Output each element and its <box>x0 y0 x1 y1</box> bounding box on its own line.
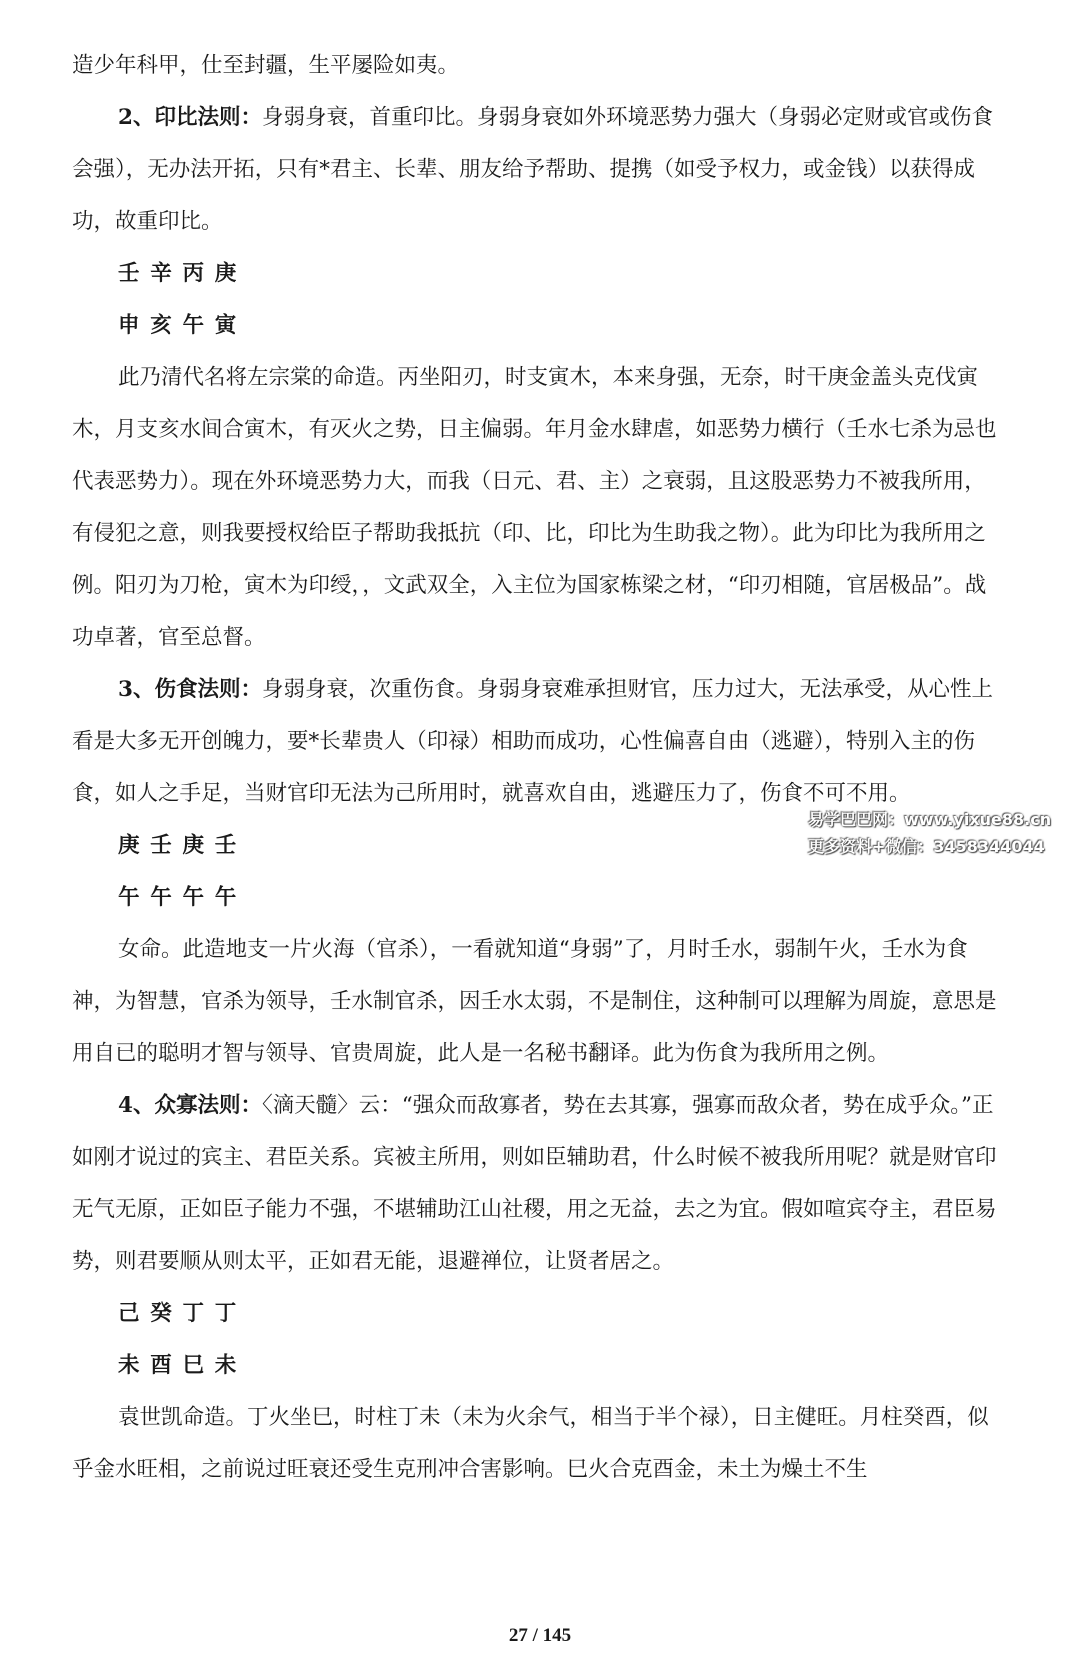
rule-3-paragraph <box>72 664 1002 820</box>
rule-3-body: 身弱身衰，次重伤食。身弱身衰难承担财官，压力过大，无法承受，从心性上看是大多无开创魄力，要*长辈贵人（印禄）相助而成功，心性偏喜自由（逃避），特别入主的伤食，如人之手足，当财官印无法为己所用时，就喜欢自由，逃避压力了，伤食不可不用。 <box>72 677 993 806</box>
rule-2-heading: 2、印比法则： <box>118 105 262 130</box>
rule-4-paragraph <box>72 1080 1002 1288</box>
chart-2-branches: 午午午午 <box>118 885 248 910</box>
page-number: 27 / 145 <box>508 1625 572 1646</box>
watermark-line-2: 更多资料+微信：3458344044 <box>808 837 1045 856</box>
rule-4-body: 〈滴天髓〉云：“强众而敌寡者，势在去其寡，强寡而敌众者，势在成乎众。”正如刚才说过的宾主、君臣关系。宾被主所用，则如臣辅助君，什么时候不被我所用呢？就是财官印无气无原，正如臣子能力不强，不堪辅助江山社稷，用之无益，去之为宜。假如喧宾夺主，君臣易势，则君要顺从则太平，正如君无能，退避禅位，让贤者居之。 <box>72 1093 997 1274</box>
chart-1-stems: 壬辛丙庚 <box>118 261 248 286</box>
paragraph-continuation: 造少年科甲，仕至封疆，生平屡险如夷。 <box>72 53 460 78</box>
watermark-line-1: 易学巴巴网：www.yixue88.cn <box>808 810 1052 829</box>
example-3-paragraph: 袁世凯命造。丁火坐巳，时柱丁未（未为火余气，相当于半个禄），日主健旺。月柱癸酉，似乎金水旺相，之前说过旺衰还受生克刑冲合害影响。巳火合克酉金，未土为燥土不生 <box>72 1405 989 1482</box>
chart-3-branches: 未酉巳未 <box>118 1353 248 1378</box>
chart-3-stems: 己癸丁丁 <box>118 1301 248 1326</box>
example-1-paragraph: 此乃清代名将左宗棠的命造。丙坐阳刃，时支寅木，本来身强，无奈，时干庚金盖头克伐寅木，月支亥水间合寅木，有灭火之势，日主偏弱。年月金水肆虐，如恶势力横行（壬水七杀为忌也代表恶势力）。现在外环境恶势力大，而我（日元、君、主）之衰弱，且这股恶势力不被我所用，有侵犯之意，则我要授权给臣子帮助我抵抗（印、比，印比为生助我之物）。此为印比为我所用之例。阳刃为刀枪，寅木为印绶，，文武双全，入主位为国家栋梁之材，“印刃相随，官居极品”。战功卓著，官至总督。 <box>72 365 997 650</box>
rule-2-paragraph <box>72 92 1002 248</box>
rule-4-heading: 4、众寡法则： <box>118 1093 262 1118</box>
chart-1-branches: 申亥午寅 <box>118 313 248 338</box>
example-2-paragraph: 女命。此造地支一片火海（官杀），一看就知道“身弱”了，月时壬水，弱制午火，壬水为食神，为智慧，官杀为领导，壬水制官杀，因壬水太弱，不是制住，这种制可以理解为周旋，意思是用自已的聪明才智与领导、官贵周旋，此人是一名秘书翻译。此为伤食为我所用之例。 <box>72 937 997 1066</box>
rule-3-heading: 3、伤食法则： <box>118 677 262 702</box>
rule-2-body: 身弱身衰，首重印比。身弱身衰如外环境恶势力强大（身弱必定财或官或伤食会强），无办法开拓，只有*君主、长辈、朋友给予帮助、提携（如受予权力，或金钱）以获得成功，故重印比。 <box>72 105 993 234</box>
watermark <box>808 806 1052 860</box>
document-body <box>72 40 1002 1496</box>
chart-2-stems: 庚壬庚壬 <box>118 833 248 858</box>
